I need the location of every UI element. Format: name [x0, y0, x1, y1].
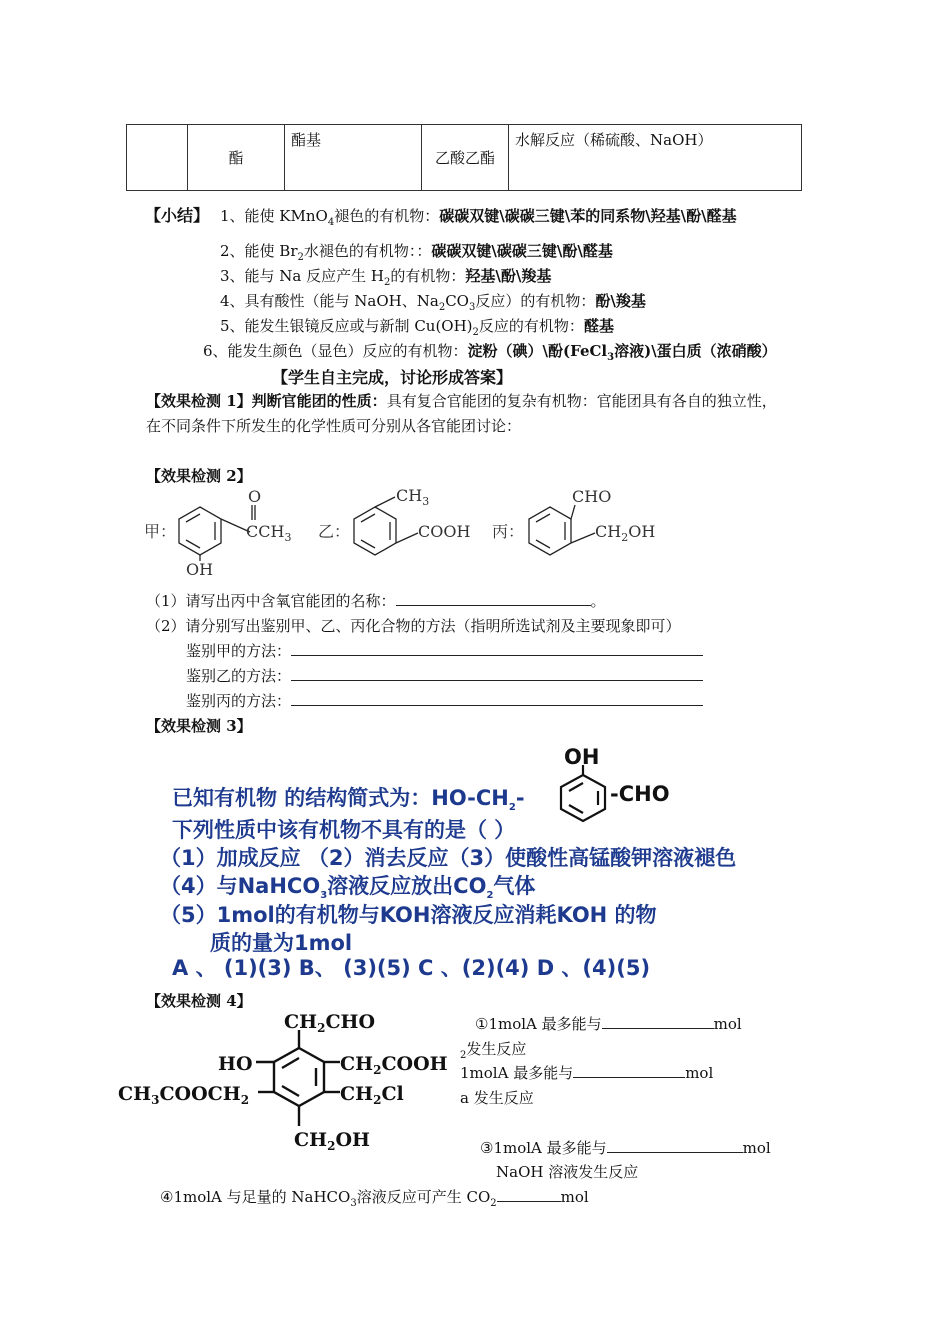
table-cell-example: 乙酸乙酯 — [422, 125, 509, 191]
test2-q1: （1）请写出丙中含氧官能团的名称： 。 — [146, 592, 606, 610]
table-cell-functional-group: 酯基 — [285, 125, 422, 191]
test2-label: 【效果检测 2】 — [146, 467, 252, 485]
test3-label: 【效果检测 3】 — [146, 717, 252, 735]
bing-cho: CHO — [572, 487, 612, 506]
test4-q4: ④1molA 与足量的 NaHCO$_3$溶液反应可产生 $CO_2$ mol — [160, 1188, 589, 1209]
test4-label: 【效果检测 4】 — [146, 992, 252, 1010]
answer-blank[interactable] — [291, 643, 703, 656]
test3-line3: （1）加成反应 （2）消去反应（3）使酸性高锰酸钾溶液褪色 — [160, 846, 737, 870]
test4-q1-tail: $_2$发生反应 — [460, 1040, 527, 1061]
test3-line6: 质的量为1mol — [210, 931, 353, 955]
test3-line4: （4）与NaHCO$_3$溶液反应放出$CO_2$气体 — [160, 874, 536, 902]
test3-line1: 已知有机物 的结构简式为：$HO-CH_2-$ — [172, 786, 525, 814]
test2-method-bing: 鉴别丙的方法： — [186, 690, 703, 711]
test1-line2: 在不同条件下所发生的化学性质可分别从各官能团讨论： — [146, 417, 522, 435]
label-jia: 甲： — [144, 522, 177, 541]
svg-text:CH2OH: $CH_2OH$ — [294, 1129, 370, 1153]
section-title: 【学生自主完成，讨论形成答案】 — [272, 368, 513, 387]
ester-table-row — [126, 124, 802, 191]
test4-structure — [114, 1008, 464, 1160]
answer-blank[interactable] — [396, 593, 591, 606]
answer-blank[interactable] — [497, 1189, 561, 1202]
test1-line1: 【效果检测 1】判断官能团的性质：具有复合官能团的复杂有机物：官能团具有各自的独立性， — [146, 392, 777, 410]
answer-blank[interactable] — [291, 693, 703, 706]
jia-o: O — [248, 487, 262, 506]
test3-line5: （5）1mol的有机物与KOH溶液反应消耗KOH 的物 — [160, 903, 657, 927]
test3-oh: OH — [564, 745, 600, 769]
svg-text:CH2CHO: $CH_2CHO$ — [284, 1011, 376, 1035]
svg-text:CCH3: $CCH_3$ — [246, 522, 292, 544]
svg-text:CH2COOH: $CH_2COOH$ — [340, 1053, 448, 1077]
test2-method-yi: 鉴别乙的方法： — [186, 665, 703, 686]
summary-item-4: 4、具有酸性（能与 NaOH、$Na_2CO_3$反应）的有机物：酚\羧基 — [220, 292, 646, 313]
summary-item-3: 3、能与 Na 反应产生 $H_2$的有机物：羟基\酚\羧基 — [220, 267, 552, 288]
test4-q3-tail: NaOH 溶液发生反应 — [496, 1163, 639, 1181]
test4-q2-tail: a 发生反应 — [460, 1089, 534, 1107]
test2-structures — [140, 485, 700, 580]
label-yi: 乙： — [318, 522, 351, 541]
summary-item-6: 6、能发生颜色（显色）反应的有机物：淀粉（碘）\酚(FeCl$_3$溶液)\蛋白质（浓硝酸） — [203, 342, 777, 363]
summary-item-5: 5、能发生银镜反应或与新制 $Cu(OH)_2$反应的有机物：醛基 — [220, 317, 614, 338]
test2-method-jia: 鉴别甲的方法： — [186, 640, 703, 661]
table-cell-blank — [127, 125, 188, 191]
summary-heading: 【小结】 — [145, 206, 210, 225]
table-cell-class: 酯 — [188, 125, 285, 191]
test2-q2: （2）请分别写出鉴别甲、乙、丙化合物的方法（指明所选试剂及主要现象即可） — [146, 617, 681, 635]
svg-text:CH2Cl: $CH_2Cl$ — [340, 1083, 404, 1107]
table-cell-reaction: 水解反应（稀硫酸、NaOH） — [509, 125, 802, 191]
test3-line2: 下列性质中该有机物不具有的是（ ） — [172, 818, 516, 842]
test3-options: A 、 (1)(3) B、 (3)(5) C 、(2)(4) D 、(4)(5) — [172, 956, 651, 980]
label-bing: 丙： — [492, 522, 525, 541]
ho-group: HO — [218, 1053, 253, 1075]
test4-q3: ③1molA 最多能与 mol — [480, 1139, 771, 1157]
answer-blank[interactable] — [602, 1016, 714, 1029]
jia-oh: OH — [186, 560, 214, 579]
test4-q2: 1molA 最多能与 mol — [460, 1064, 714, 1082]
yi-cooh: COOH — [418, 522, 471, 541]
summary-item-1: 1、能使 KMnO$_4$褪色的有机物：碳碳双键\碳碳三键\苯的同系物\羟基\酚\醛基 — [220, 207, 737, 228]
test3-cho: -CHO — [610, 782, 670, 806]
answer-blank[interactable] — [573, 1065, 685, 1078]
svg-text:CH2OH: $CH_2OH$ — [595, 522, 656, 544]
test4-q1: ①1molA 最多能与 mol — [475, 1015, 742, 1033]
svg-text:CH3: $CH_3$ — [396, 486, 430, 508]
answer-blank[interactable] — [291, 668, 703, 681]
svg-text:CH3COOCH2: $CH_3COOCH_2$ — [118, 1083, 250, 1107]
summary-item-2: 2、能使 $Br_2$水褪色的有机物：：碳碳双键\碳碳三键\酚\醛基 — [220, 242, 613, 263]
answer-blank[interactable] — [607, 1140, 743, 1153]
